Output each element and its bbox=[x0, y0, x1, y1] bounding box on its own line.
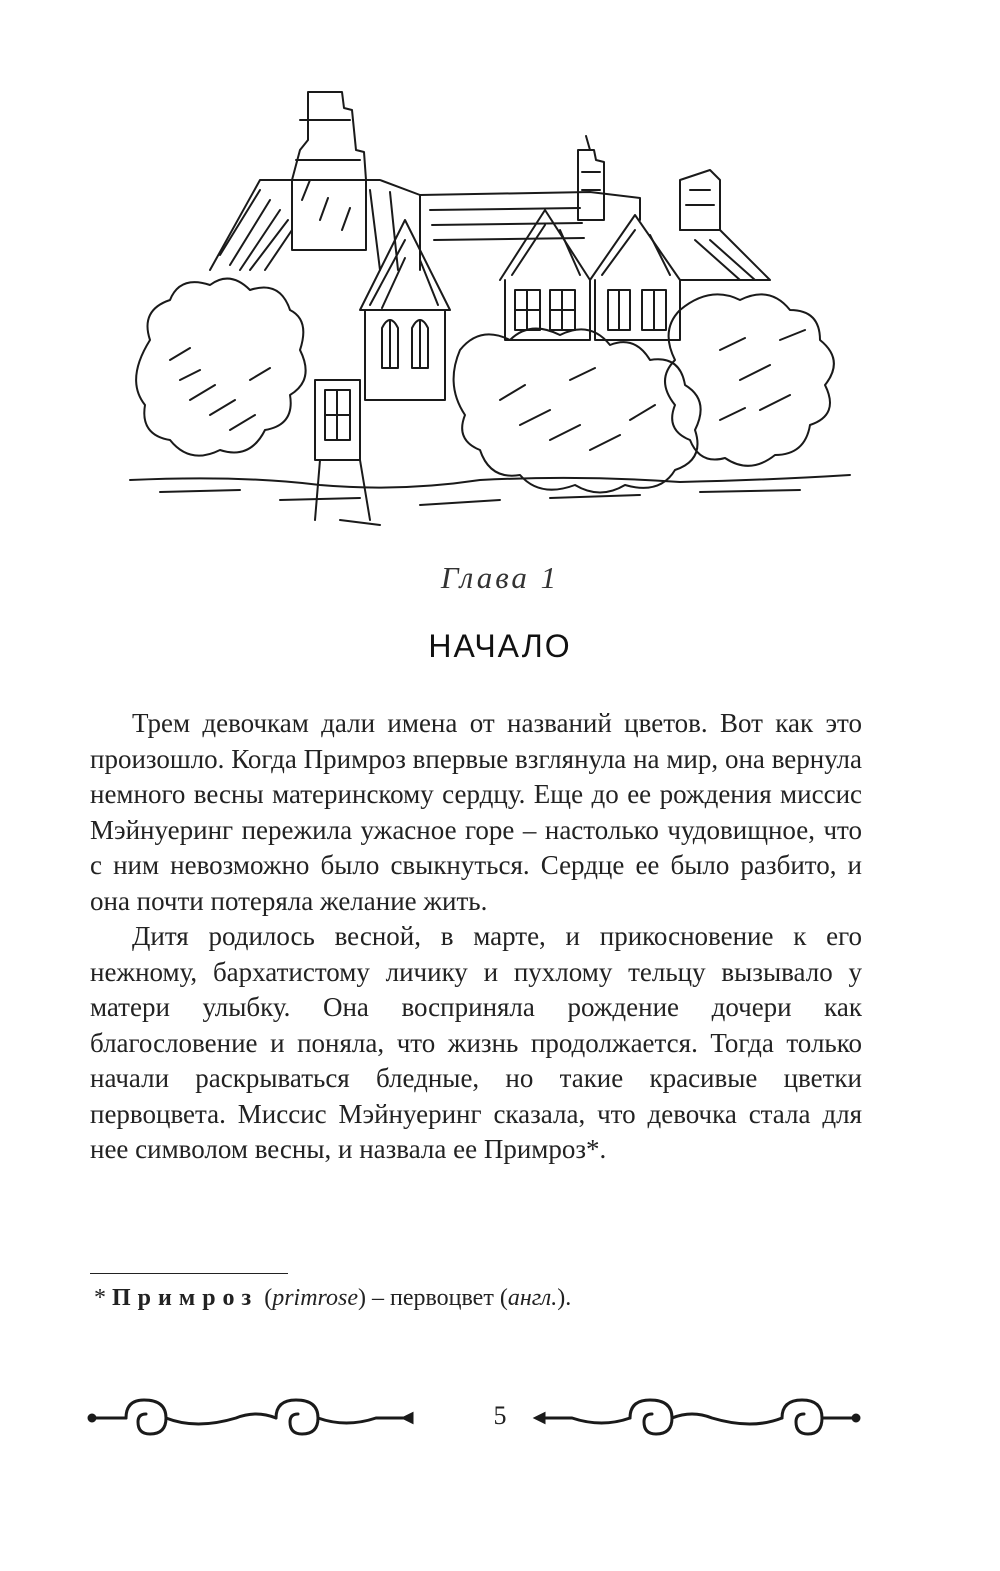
paragraph: Трем девочкам дали имена от названий цветов. Вот как это произошло. Когда Примроз впервые взглянула на мир, она вернула немного весны материнскому сердцу. Еще до ее рождения миссис Мэйнуеринг пережила ужасное горе – настолько чудовищное, что с ним невозможно было свыкнуться. Сердце ее было разбито, и она почти потеряла желание жить. bbox=[90, 708, 862, 916]
chapter-label: Глава 1 bbox=[440, 560, 560, 595]
footnote-divider bbox=[90, 1273, 288, 1274]
footnote-original-word: primrose bbox=[272, 1285, 358, 1311]
ornament-right bbox=[532, 1388, 862, 1448]
footnote-translation: – первоцвет bbox=[371, 1285, 494, 1311]
footnote-term: Примроз bbox=[112, 1285, 259, 1311]
footnote: * Примроз (primrose) – первоцвет (англ.). bbox=[94, 1285, 572, 1311]
body-text bbox=[90, 706, 862, 1168]
house-illustration bbox=[120, 80, 860, 540]
paragraph: Дитя родилось весной, в марте, и прикосновение к его нежному, бархатистому личику и пухлому тельцу вызывало у матери улыбку. Она восприняла рождение дочери как благословение и поняла, что жизнь продолжается. Тогда только начали раскрываться бледные, но такие красивые цветки первоцвета. Миссис Мэйнуеринг сказала, что девочка стала для нее символом весны, и назвала ее Примроз*. bbox=[90, 921, 862, 1164]
chapter-title: НАЧАЛО bbox=[428, 628, 572, 664]
footnote-marker: * bbox=[94, 1285, 106, 1311]
page-number: 5 bbox=[493, 1401, 507, 1430]
footnote-language-note: англ. bbox=[507, 1285, 558, 1311]
